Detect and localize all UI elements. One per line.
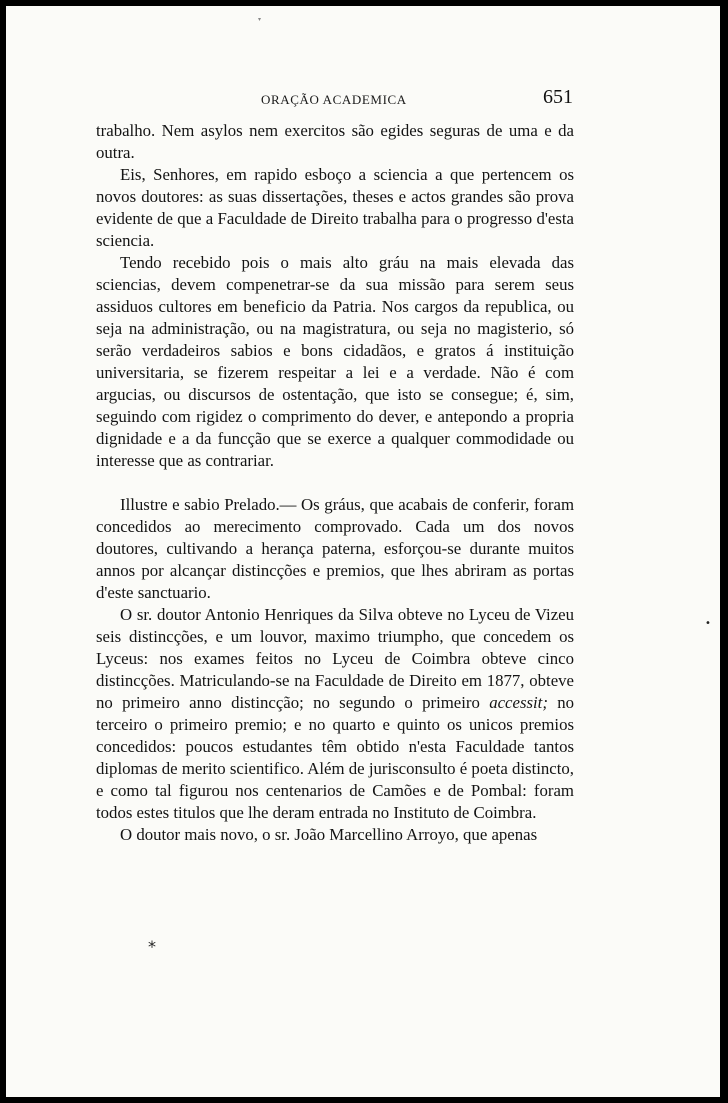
paragraph-5-text-a: O sr. doutor Antonio Henriques da Silva obteve no Lyceu de Vizeu seis distincções, e um louvor, maximo triumpho, que concedem os Lyceus: nos exames feitos no Lyceu de Coimbra obteve cinco distincções. Matriculando-se na Faculdade de Direito em 1877, obteve no primeiro anno distincção; no segundo o primeiro [96, 605, 574, 712]
paragraph-4: Illustre e sabio Prelado.— Os gráus, que acabais de conferir, foram concedidos ao merecimento comprovado. Cada um dos novos doutores, cultivando a herança paterna, esforçou-se durante muitos annos por alcançar distincções e premios, que lhes abriram as portas d'este sanctuario. [96, 495, 574, 602]
body-text [96, 120, 574, 846]
running-title: ORAÇÃO ACADEMICA [261, 92, 407, 107]
paragraph-5 [96, 604, 574, 824]
book-page [6, 6, 720, 1097]
paragraph-1: trabalho. Nem asylos nem exercitos são egides seguras de uma e da outra. [96, 121, 574, 162]
paragraph-2: Eis, Senhores, em rapido esboço a sciencia a que pertencem os novos doutores: as suas dissertações, theses e actos grandes são prova evidente de que a Faculdade de Direito trabalha para o progresso d'esta sciencia. [96, 165, 574, 250]
paragraph-5-text-b: no terceiro o primeiro premio; e no quarto e quinto os unicos premios concedidos: poucos estudantes têm obtido n'esta Faculdade tantos diplomas de merito scientifico. Além de jurisconsulto é poeta distincto, e como tal figurou nos centenarios de Camões e de Pombal: foram todos estes titulos que lhe deram entrada no Instituto de Coimbra. [96, 693, 575, 822]
paragraph-6: O doutor mais novo, o sr. João Marcellino Arroyo, que apenas [120, 825, 538, 844]
paragraph-3: Tendo recebido pois o mais alto gráu na mais elevada das sciencias, devem compenetrar-se da sua missão para serem seus assiduos cultores em beneficio da Patria. Nos cargos da republica, ou seja na administração, ou na magistratura, ou seja no magisterio, só serão verdadeiros sabios e bons cidadãos, e gratos á instituição universitaria, se fizerem respeitar a lei e a verdade. Não é com argucias, ou discursos de ostentação, que isto se consegue; é, sim, seguindo com rigidez o comprimento do dever, e antepondo a propria dignidade e a da funcção que se exerce a qualquer commodidade ou interesse que as contrariar. [96, 253, 574, 470]
margin-dot: • [705, 618, 711, 629]
page-header [6, 86, 720, 114]
top-mark: ▾ [258, 16, 262, 23]
page-number: 651 [543, 86, 573, 108]
paragraph-5-italic: accessit; [489, 693, 548, 712]
footer-asterisk: * [148, 937, 156, 956]
